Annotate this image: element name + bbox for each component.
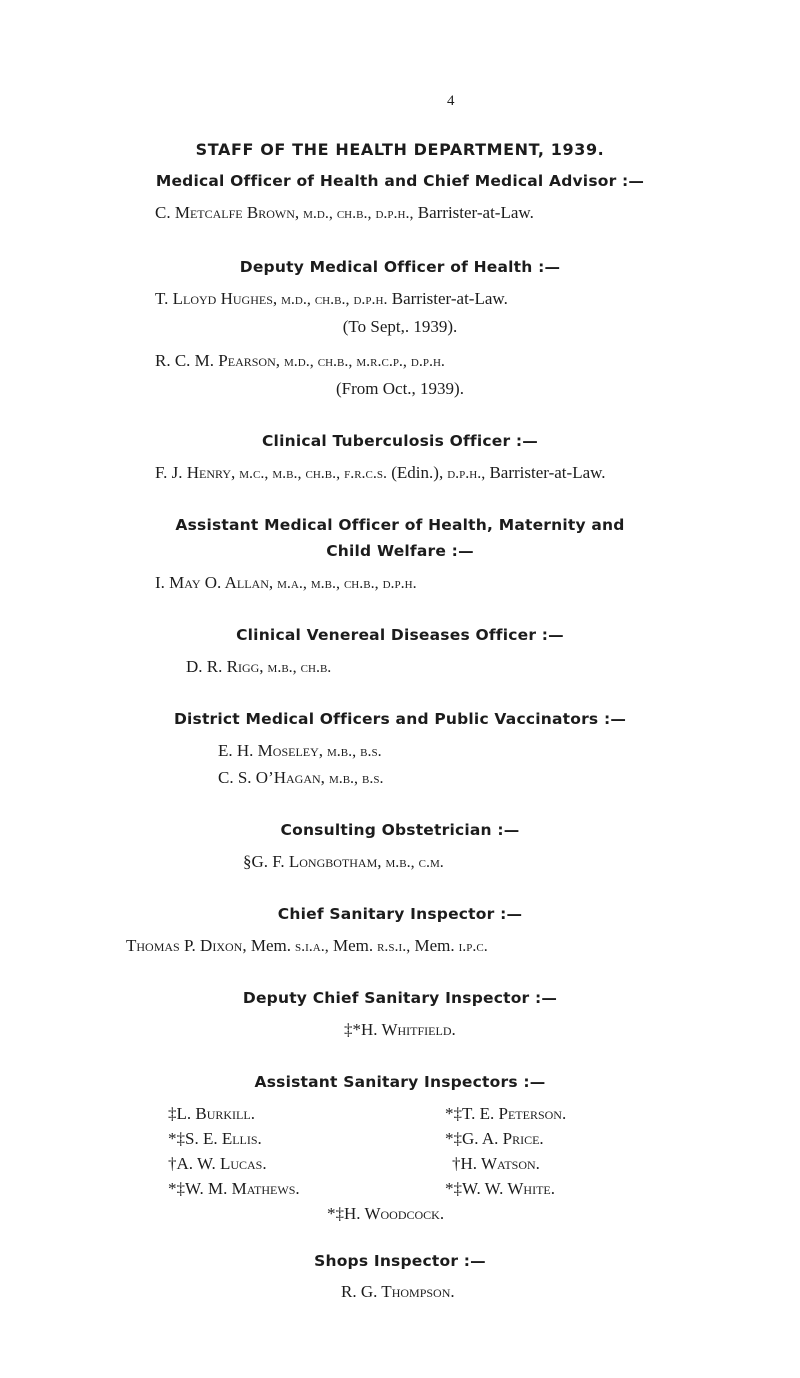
qualifications: m.b., c.m. xyxy=(381,854,444,871)
staff-name: D. R. Rigg, xyxy=(186,657,264,676)
heading-chief-sanitary: Chief Sanitary Inspector :— xyxy=(277,905,523,923)
staff-name: C. S. O’Hagan, xyxy=(218,768,325,787)
qualifications: d.p.h., xyxy=(443,465,486,482)
qualification-extra: Barrister-at-Law. xyxy=(387,289,508,308)
inspector-name: †A. W. Lucas. xyxy=(168,1154,267,1173)
entry-obstetrician xyxy=(243,852,444,872)
staff-name: F. J. Henry, xyxy=(155,463,236,482)
qualifications: m.b., b.s. xyxy=(323,743,382,760)
heading-shops: Shops Inspector :— xyxy=(314,1252,486,1270)
qualifications: r.s.i., xyxy=(373,938,411,955)
staff-name: Thomas P. Dixon, xyxy=(126,936,247,955)
qualifications: m.d., ch.b., d.p.h. xyxy=(277,291,388,308)
page-number: 4 xyxy=(447,93,455,109)
staff-name: E. H. Moseley, xyxy=(218,741,324,760)
heading-maternity-line1: Assistant Medical Officer of Health, Maternity and xyxy=(175,516,625,534)
staff-name: ‡*H. Whitfield. xyxy=(344,1020,456,1039)
entry-deputy-moh-1 xyxy=(155,289,508,309)
qualification-extra: (Edin.), xyxy=(387,463,444,482)
inspector-name: ‡L. Burkill. xyxy=(168,1104,255,1123)
inspector-name: *‡W. W. White. xyxy=(445,1179,555,1198)
entry-shops: R. G. Thompson. xyxy=(341,1282,455,1301)
qualifications: m.d., ch.b., d.p.h., xyxy=(299,205,414,222)
heading-moh: Medical Officer of Health and Chief Medical Advisor :— xyxy=(155,172,645,190)
qualifications: m.b., ch.b. xyxy=(263,659,332,676)
entry-chief-sanitary xyxy=(126,936,488,956)
qualifications: m.c., m.b., ch.b., f.r.c.s. xyxy=(235,465,388,482)
qualifications: m.b., b.s. xyxy=(324,770,384,787)
qualifications: m.d., ch.b., m.r.c.p., d.p.h. xyxy=(280,353,445,370)
inspector-name: *‡G. A. Price. xyxy=(445,1129,544,1148)
entry-maternity xyxy=(155,573,417,593)
inspector-name: †H. Watson. xyxy=(452,1154,540,1173)
qualifications: m.a., m.b., ch.b., d.p.h. xyxy=(273,575,417,592)
entry-district-2 xyxy=(218,768,384,788)
qualifications: s.i.a., xyxy=(290,938,329,955)
entry-vd-officer xyxy=(186,657,331,677)
heading-deputy-moh: Deputy Medical Officer of Health :— xyxy=(239,258,561,276)
heading-vd-officer: Clinical Venereal Diseases Officer :— xyxy=(236,626,564,644)
staff-name: T. Lloyd Hughes, xyxy=(155,289,278,308)
heading-deputy-sanitary: Deputy Chief Sanitary Inspector :— xyxy=(242,989,558,1007)
inspector-name: *‡T. E. Peterson. xyxy=(445,1104,567,1123)
tenure-note: (From Oct., 1939). xyxy=(336,379,464,398)
qualification-extra: Barrister-at-Law. xyxy=(413,203,534,222)
page-title: STAFF OF THE HEALTH DEPARTMENT, 1939. xyxy=(195,140,605,159)
inspector-name: *‡H. Woodcock. xyxy=(327,1204,445,1223)
inspector-name: *‡S. E. Ellis. xyxy=(168,1129,262,1148)
staff-name: C. Metcalfe Brown, xyxy=(155,203,300,222)
heading-maternity-line2: Child Welfare :— xyxy=(326,542,474,560)
heading-obstetrician: Consulting Obstetrician :— xyxy=(280,821,520,839)
heading-district: District Medical Officers and Public Vaccinators :— xyxy=(173,710,627,728)
entry-deputy-sanitary xyxy=(344,1020,456,1040)
heading-tb-officer: Clinical Tuberculosis Officer :— xyxy=(261,432,539,450)
staff-name: §G. F. Longbotham, xyxy=(243,852,382,871)
entry-deputy-moh-2 xyxy=(155,351,445,371)
entry-tb-officer xyxy=(155,463,606,483)
staff-name: R. C. M. Pearson, xyxy=(155,351,281,370)
qualification-extra: Mem. xyxy=(328,936,374,955)
qualification-extra: Mem. xyxy=(410,936,455,955)
staff-name: I. May O. Allan, xyxy=(155,573,274,592)
qualification-extra: Barrister-at-Law. xyxy=(485,463,606,482)
inspector-name: *‡W. M. Mathews. xyxy=(168,1179,300,1198)
qualification-extra: Mem. xyxy=(246,936,291,955)
qualifications: i.p.c. xyxy=(454,938,488,955)
heading-assistant-sanitary: Assistant Sanitary Inspectors :— xyxy=(254,1073,546,1091)
entry-district-1 xyxy=(218,741,382,761)
tenure-note: (To Sept,. 1939). xyxy=(342,317,458,336)
entry-moh xyxy=(155,203,534,223)
